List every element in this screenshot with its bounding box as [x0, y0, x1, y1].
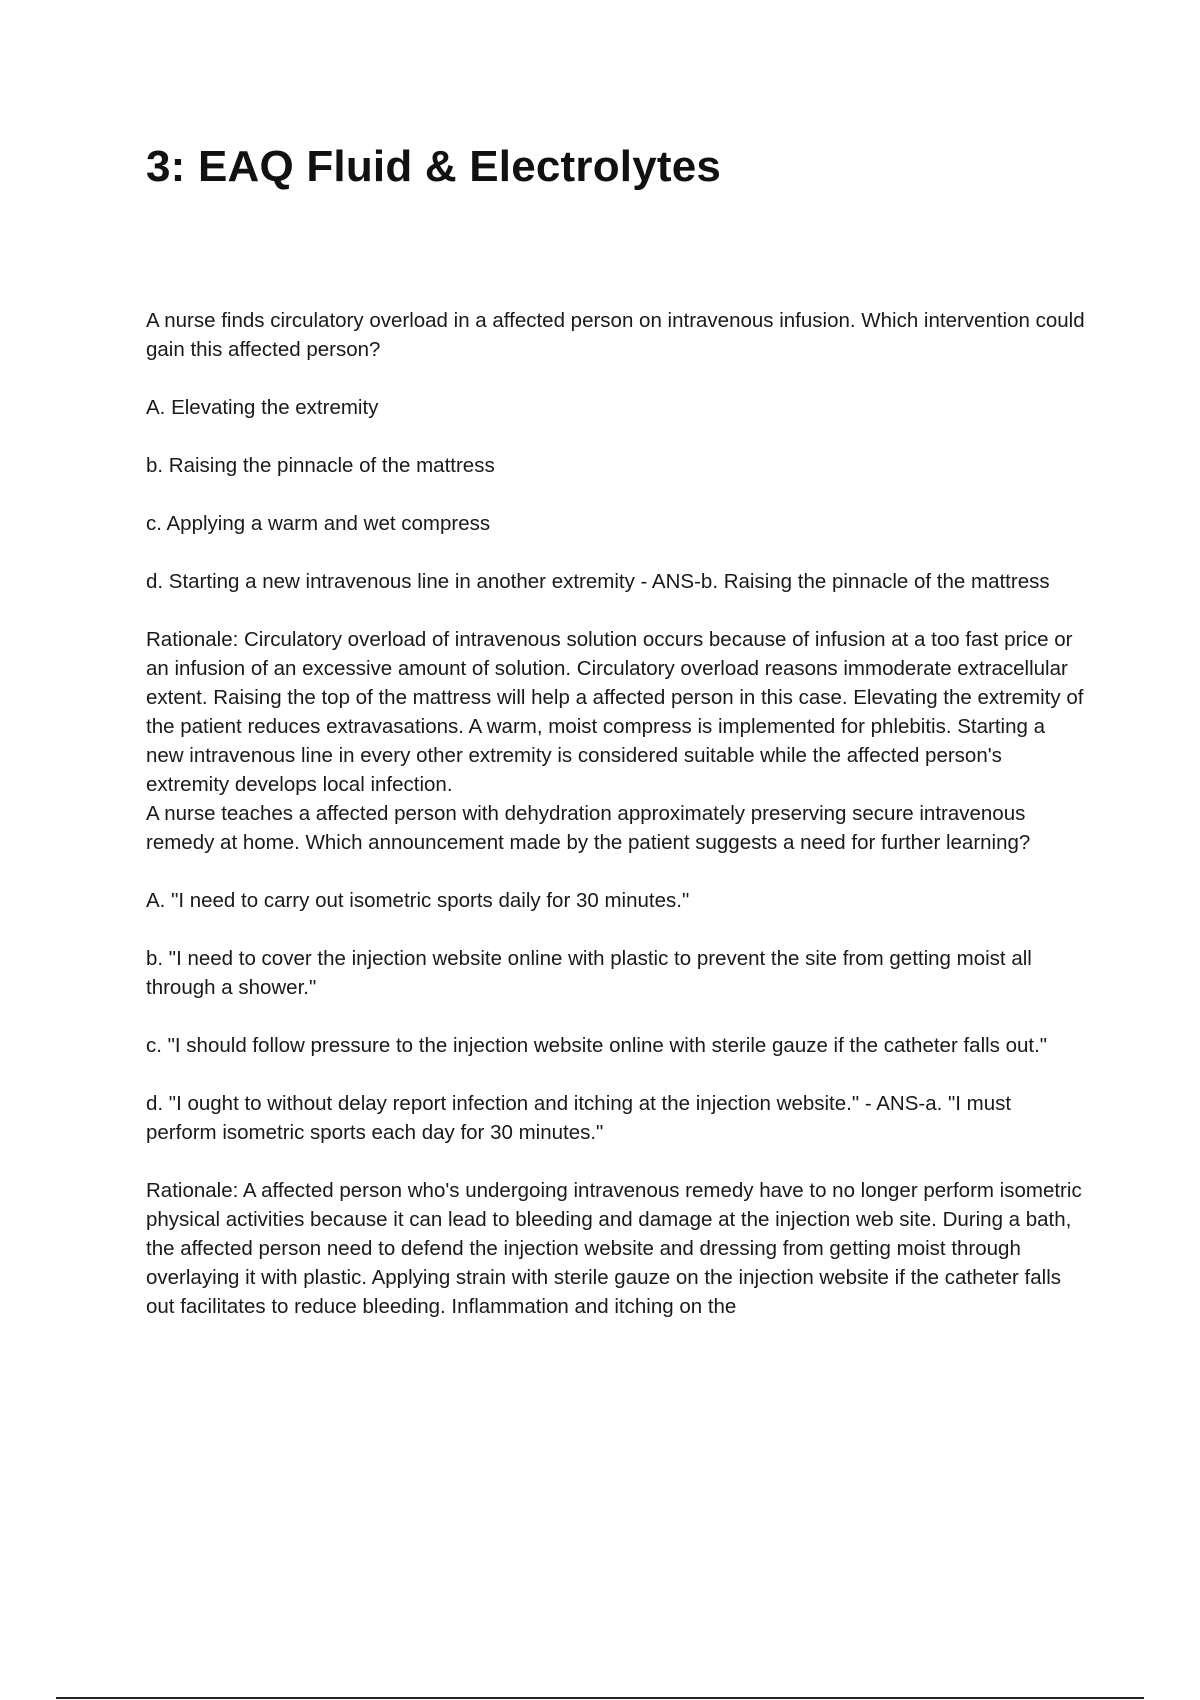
question-2-option-b: b. "I need to cover the injection website online with plastic to prevent the site from getting moist all through a shower."	[146, 947, 1032, 999]
page-bottom-divider	[56, 1697, 1144, 1699]
question-2-text: A nurse teaches a affected person with dehydration approximately preserving secure intravenous remedy at home. Which announcement made by the patient suggests a need for further learning?	[146, 802, 1031, 854]
question-1-option-a: A. Elevating the extremity	[146, 396, 379, 419]
document-body	[146, 306, 1086, 1321]
question-1-option-c: c. Applying a warm and wet compress	[146, 512, 491, 535]
question-1-option-b: b. Raising the pinnacle of the mattress	[146, 454, 495, 477]
page-title: 3: EAQ Fluid & Electrolytes	[146, 142, 722, 191]
question-2-rationale: Rationale: A affected person who's undergoing intravenous remedy have to no longer perform isometric physical activities because it can lead to bleeding and damage at the injection web site. During a bath, the affected person need to defend the injection website and dressing from getting moist through overlaying it with plastic. Applying strain with sterile gauze on the injection website if the catheter falls out facilitates to reduce bleeding. Inflammation and itching on the	[146, 1179, 1082, 1318]
question-1-rationale: Rationale: Circulatory overload of intravenous solution occurs because of infusion at a too fast price or an infusion of an excessive amount of solution. Circulatory overload reasons immoderate extracellular extent. Raising the top of the mattress will help a affected person in this case. Elevating the extremity of the patient reduces extravasations. A warm, moist compress is implemented for phlebitis. Starting a new intravenous line in every other extremity is considered suitable while the affected person's extremity develops local infection.	[146, 628, 1084, 796]
question-2-option-d-answer: d. "I ought to without delay report infection and itching at the injection website." - ANS-a. "I must perform isometric sports each day for 30 minutes."	[146, 1092, 1012, 1144]
question-1-option-d-answer: d. Starting a new intravenous line in another extremity - ANS-b. Raising the pinnacle of the mattress	[146, 570, 1050, 593]
question-1-text: A nurse finds circulatory overload in a affected person on intravenous infusion. Which intervention could gain this affected person?	[146, 309, 1085, 361]
question-2-option-a: A. "I need to carry out isometric sports daily for 30 minutes."	[146, 889, 690, 912]
question-2-option-c: c. "I should follow pressure to the injection website online with sterile gauze if the catheter falls out."	[146, 1034, 1048, 1057]
